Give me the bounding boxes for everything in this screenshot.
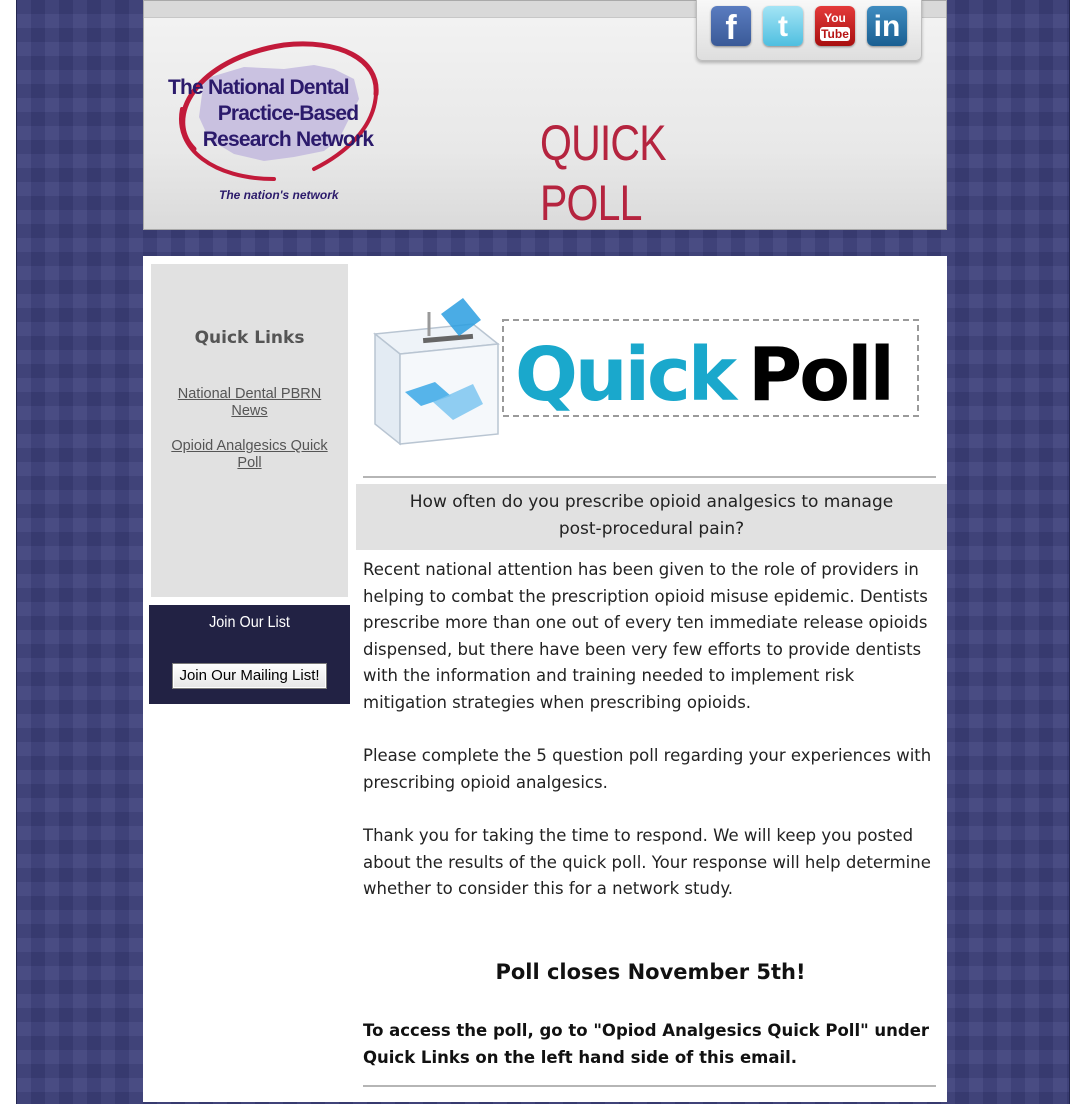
join-list-title: Join Our List xyxy=(209,614,290,631)
logo-text xyxy=(168,75,378,153)
logo-line-3: Research Network xyxy=(202,128,374,151)
email-header xyxy=(143,0,947,230)
logo-line-2: Practice-Based xyxy=(217,102,359,125)
page-background xyxy=(16,0,1070,1104)
hero-word-poll: Poll xyxy=(748,332,892,418)
logo-tagline: The nation's network xyxy=(219,188,339,202)
hero-word-quick: Quick xyxy=(515,332,735,418)
thanks-paragraph: Thank you for taking the time to respond. We will keep you posted about the results of the quick poll. Your response will help determine whether to consider this for a network study. xyxy=(363,826,931,899)
divider-top xyxy=(363,476,936,478)
join-mailing-list-button[interactable]: Join Our Mailing List! xyxy=(172,663,327,689)
link-opioid-quick-poll[interactable]: Opioid Analgesics Quick Poll xyxy=(171,438,328,471)
divider-bottom xyxy=(363,1085,936,1087)
instruction-paragraph: Please complete the 5 question poll regarding your experiences with prescribing opioid analgesics. xyxy=(363,746,932,792)
quick-links-panel xyxy=(151,264,348,597)
twitter-icon[interactable] xyxy=(763,6,803,46)
youtube-label-bottom: Tube xyxy=(821,27,849,41)
link-pbrn-news[interactable]: National Dental PBRN News xyxy=(177,386,322,419)
page-title: QUICK POLL xyxy=(540,115,666,231)
network-logo xyxy=(164,39,384,209)
access-instructions: To access the poll, go to "Opiod Analgesics Quick Poll" under Quick Links on the left hand side of this email. xyxy=(363,1021,930,1067)
quick-poll-banner xyxy=(363,284,928,454)
linkedin-label: in xyxy=(873,10,901,43)
intro-paragraph: Recent national attention has been given to the role of providers in helping to combat the prescription opioid misuse epidemic. Dentists prescribe more than one out of every ten immediate release opioids dispensed, but there have been very few efforts to provide dentists with the information and training needed to implement risk mitigation strategies when prescribing opioids. xyxy=(363,560,928,712)
youtube-label-top: You xyxy=(824,11,846,25)
join-list-panel xyxy=(149,605,350,704)
ballot-box-icon xyxy=(363,284,928,454)
quick-links-title: Quick Links xyxy=(194,328,305,348)
social-links-bar xyxy=(696,0,922,61)
poll-deadline: Poll closes November 5th! xyxy=(495,960,806,984)
poll-question: How often do you prescribe opioid analgesics to manage post-procedural pain? xyxy=(356,484,947,550)
twitter-label: t xyxy=(778,10,788,43)
linkedin-icon[interactable] xyxy=(867,6,907,46)
facebook-icon[interactable] xyxy=(711,6,751,46)
youtube-icon[interactable] xyxy=(815,6,855,46)
logo-line-1: The National Dental xyxy=(168,76,349,99)
facebook-label: f xyxy=(725,9,737,47)
email-body xyxy=(143,256,947,1102)
